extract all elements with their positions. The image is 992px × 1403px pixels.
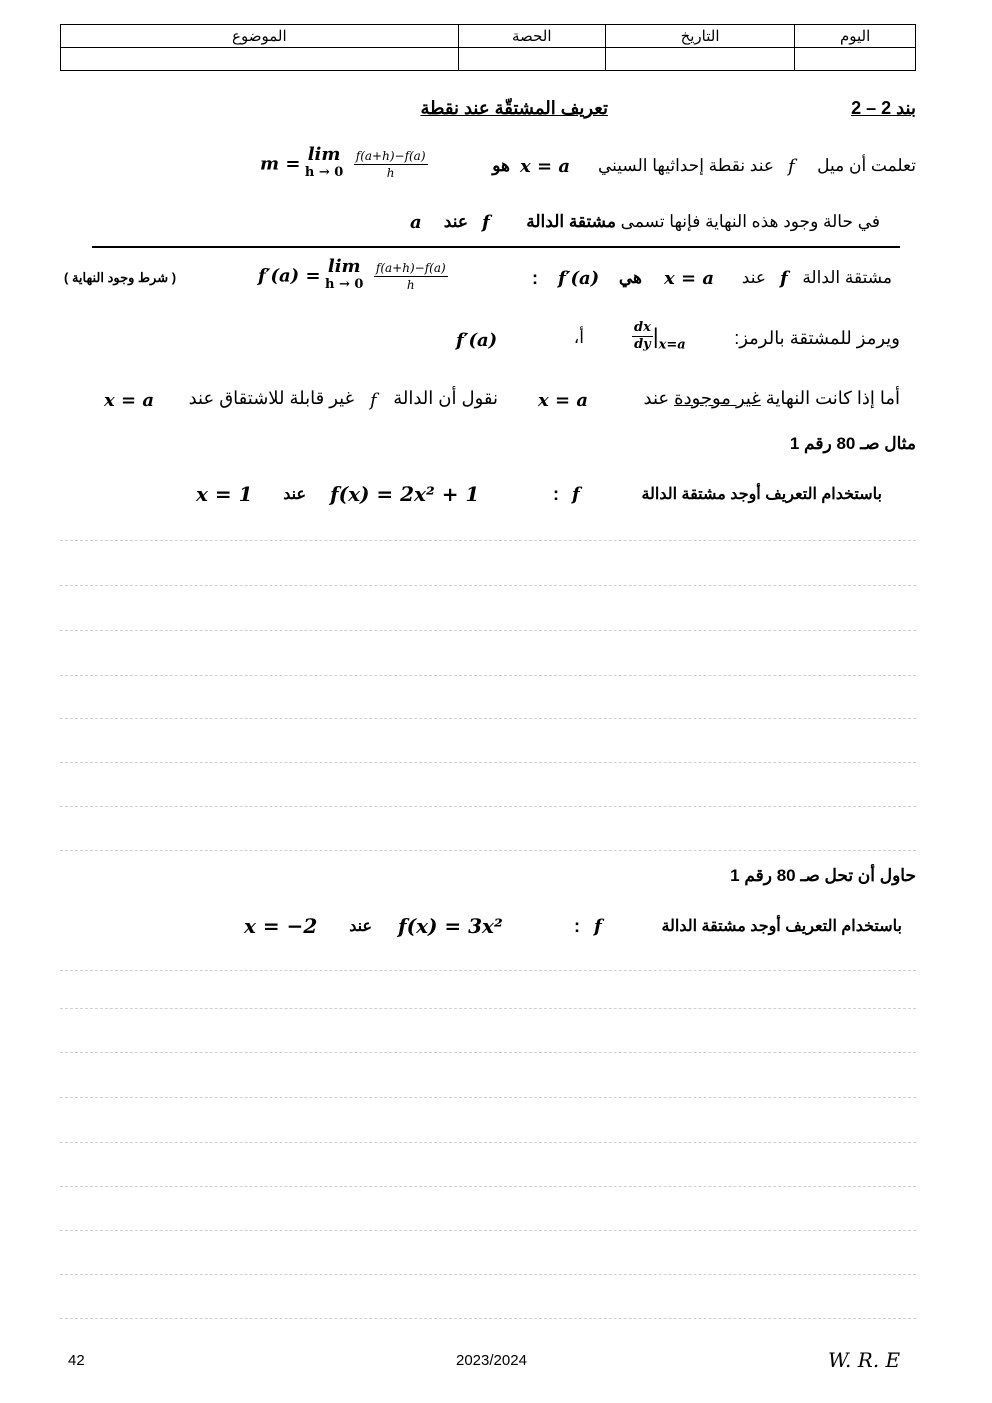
line1-m-eq: m = — [260, 153, 301, 175]
definition-limit-expression — [258, 258, 448, 294]
notation-at: x=a — [658, 337, 686, 353]
answer-line[interactable] — [60, 1097, 916, 1098]
header-date-value[interactable] — [605, 48, 794, 71]
line2-a: a — [410, 212, 422, 233]
nondiff-text3: نقول أن الدالة — [393, 388, 498, 408]
answer-line[interactable] — [60, 675, 916, 676]
line1-denominator: h — [386, 165, 395, 180]
answer-line[interactable] — [60, 762, 916, 763]
line1-lim: lim — [307, 144, 341, 165]
header-period: الحصة — [458, 25, 605, 48]
nondiff-text1: أما إذا كانت النهاية — [765, 388, 900, 408]
exercise-instruction: باستخدام التعريف أوجد مشتقة الدالة — [661, 918, 902, 935]
definition-lim: lim — [327, 256, 361, 277]
answer-line[interactable] — [60, 540, 916, 541]
exercise-colon: : — [574, 916, 580, 936]
definition-note: ( شرط وجود النهاية ) — [64, 270, 177, 285]
example-instruction: باستخدام التعريف أوجد مشتقة الدالة — [641, 486, 882, 503]
nondiff-text4: غير قابلة للاشتقاق عند — [188, 388, 354, 408]
answer-line[interactable] — [60, 1186, 916, 1187]
answer-line[interactable] — [60, 718, 916, 719]
exercise-x: x = −2 — [244, 914, 318, 938]
line1-text2: عند نقطة إحداثيها السيني — [597, 156, 774, 175]
line2-plain: في حالة وجود هذه النهاية فإنها تسمى — [620, 212, 880, 231]
notation-text: ويرمز للمشتقة بالرمز: — [734, 328, 900, 348]
footer-page-number: 42 — [68, 1352, 85, 1369]
section-divider — [92, 246, 900, 248]
answer-line[interactable] — [60, 806, 916, 807]
answer-line[interactable] — [60, 970, 916, 971]
notation-dx: dx — [634, 320, 651, 335]
line1-hua: هو — [492, 156, 510, 175]
definition-lim-sub: h → 0 — [325, 277, 364, 292]
line2-bold: مشتقة الدالة — [526, 212, 616, 231]
exercise-f: f — [594, 916, 602, 937]
section-number: بند 2 – 2 — [851, 98, 916, 118]
header-topic-value[interactable] — [61, 48, 459, 71]
answer-line[interactable] — [60, 1142, 916, 1143]
exercise-label: حاول أن تحل صـ 80 رقم 1 — [730, 866, 916, 885]
section-title: تعريف المشتقّة عند نقطة — [420, 98, 608, 118]
notation-dxdy: $\frac{dx}{dy}$ $|_{x=a}$ — [634, 320, 686, 353]
definition-fpa-eq: f′(a) = — [258, 265, 321, 287]
header-table — [60, 24, 916, 71]
line2-inda: عند — [443, 212, 468, 231]
definition-numerator: f(a+h)−f(a) — [375, 260, 446, 275]
exercise-fx: f(x) = 3x² — [398, 914, 503, 938]
notation-fpa: f′(a) — [456, 330, 498, 351]
answer-line[interactable] — [60, 1274, 916, 1275]
example-f: f — [572, 484, 580, 505]
definition-inda: عند — [741, 268, 766, 287]
line1-limit-expression — [260, 146, 428, 182]
example-fx: f(x) = 2x² + 1 — [330, 482, 480, 506]
header-date: التاريخ — [605, 25, 794, 48]
answer-line[interactable] — [60, 1318, 916, 1319]
line1-numerator: f(a+h)−f(a) — [355, 148, 426, 163]
definition-fpa: f′(a) — [558, 268, 600, 289]
line1-lim-sub: h → 0 — [304, 165, 344, 180]
footer-author: W. R. E — [828, 1348, 901, 1372]
nondiff-xa1: x = a — [538, 390, 589, 411]
line1-xa: x = a — [520, 156, 571, 177]
example-label: مثال صـ 80 رقم 1 — [789, 434, 916, 453]
definition-xa: x = a — [664, 268, 715, 289]
line1-f: f — [788, 156, 795, 177]
line1-text: تعلمت أن ميل — [817, 156, 916, 175]
header-period-value[interactable] — [458, 48, 605, 71]
example-x: x = 1 — [196, 482, 253, 506]
answer-line[interactable] — [60, 1008, 916, 1009]
nondiff-part1 — [644, 388, 901, 409]
definition-hiya: هي — [618, 268, 642, 287]
footer-year: 2023/2024 — [456, 1352, 527, 1369]
answer-line[interactable] — [60, 585, 916, 586]
nondiff-f: f — [370, 390, 377, 411]
definition-denominator: h — [406, 277, 415, 292]
example-colon: : — [553, 484, 559, 504]
notation-dy: dy — [634, 337, 651, 352]
nondiff-text2: عند — [643, 388, 670, 408]
definition-text: مشتقة الدالة — [802, 268, 892, 287]
header-topic: الموضوع — [61, 25, 459, 48]
header-day: اليوم — [795, 25, 916, 48]
header-day-value[interactable] — [795, 48, 916, 71]
definition-colon: : — [532, 268, 538, 288]
answer-line[interactable] — [60, 630, 916, 631]
definition-f: f — [780, 268, 788, 289]
nondiff-xa2: x = a — [104, 390, 155, 411]
notation-or: أ، — [573, 328, 584, 347]
answer-line[interactable] — [60, 850, 916, 851]
answer-line[interactable] — [60, 1052, 916, 1053]
answer-line[interactable] — [60, 1230, 916, 1231]
example-inda: عند — [283, 486, 306, 503]
line2-text — [526, 212, 880, 232]
exercise-inda: عند — [349, 918, 372, 935]
line2-f: f — [482, 212, 490, 233]
nondiff-underlined: غير موجودة — [674, 388, 761, 408]
